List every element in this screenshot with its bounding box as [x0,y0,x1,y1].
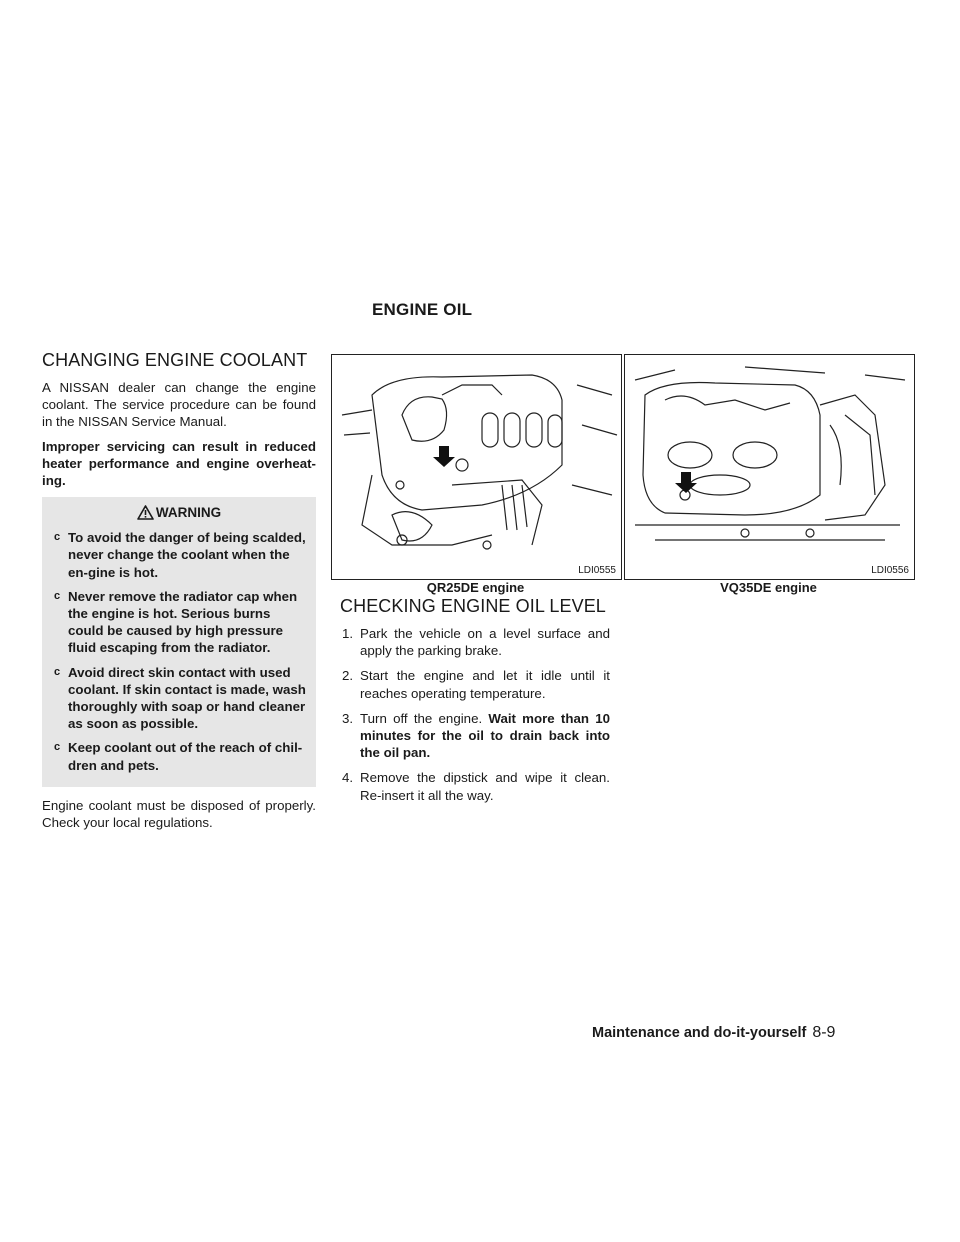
oil-level-heading: CHECKING ENGINE OIL LEVEL [340,596,606,616]
bullet-icon: c [54,741,61,754]
oil-level-section [340,596,610,812]
figure-vq35de [624,354,915,580]
step-item: 2. Start the engine and let it idle until it reaches operating temperature. [342,668,610,701]
figure-caption-qr25de: QR25DE engine [426,580,525,595]
warning-triangle-icon [137,505,154,520]
bullet-icon: c [54,589,61,602]
figure-code: LDI0555 [578,565,616,576]
step-item: 4. Remove the dipstick and wipe it clean. Re-insert it all the way. [342,770,610,803]
bullet-icon: c [54,531,61,544]
warning-item: c Never remove the radiator cap when the engine is hot. Serious burns could be caused by high pressure fluid escaping from the radiator. [54,588,298,656]
coolant-intro: A NISSAN dealer can change the engine coolant. The service procedure can be found in the NISSAN Service Manual. [42,380,316,430]
engine-illustration-qr25de [332,355,621,579]
warning-item: c Avoid direct skin contact with used coolant. If skin contact is made, wash thoroughly with soap or hand cleaner as soon as possible. [54,664,306,732]
bullet-icon: c [54,665,61,678]
warning-item: c Keep coolant out of the reach of chil-dren and pets. [54,740,303,773]
figure-caption-vq35de: VQ35DE engine [720,580,817,595]
coolant-caution: Improper servicing can result in reduced heater performance and engine overheat-ing. [42,438,316,489]
coolant-heading: CHANGING ENGINE COOLANT [42,350,308,370]
warning-header [50,501,308,525]
warning-item: c To avoid the danger of being scalded, never change the coolant when the en-gine is hot. [54,530,306,580]
warning-title: WARNING [155,505,222,521]
coolant-section [42,350,316,838]
engine-illustration-vq35de [625,355,914,579]
coolant-disposal: Engine coolant must be disposed of properly. Check your local regulations. [42,797,316,831]
figure-code: LDI0556 [871,565,909,576]
warning-box [42,497,316,787]
chapter-title: Maintenance and do-it-yourself [592,1025,807,1041]
step-item: 1. Park the vehicle on a level surface and apply the parking brake. [342,626,610,659]
figure-qr25de [331,354,622,580]
page-footer [592,1024,835,1042]
page-number: 8-9 [812,1024,836,1041]
section-title: ENGINE OIL [372,300,473,319]
step-item: 3. Turn off the engine. Wait more than 10 minutes for the oil to drain back into the oil pan. [342,710,611,761]
